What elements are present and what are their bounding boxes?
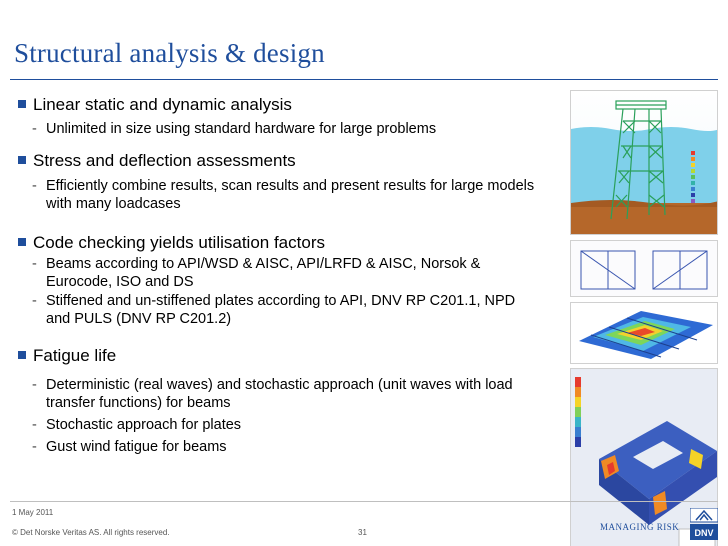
sub-item	[18, 438, 227, 456]
dash-marker: -	[32, 439, 37, 455]
sub-item	[18, 177, 538, 213]
slide-title: Structural analysis & design	[14, 38, 325, 68]
svg-text:DNV: DNV	[694, 528, 714, 538]
square-bullet-icon	[18, 351, 26, 359]
bullet-item	[18, 345, 116, 366]
sub-text: Beams according to API/WSD & AISC, API/LRFD & AISC, Norsok & Eurocode, ISO and DS	[46, 256, 481, 290]
sub-text: Gust wind fatigue for beams	[46, 439, 227, 455]
footer-divider	[10, 501, 718, 502]
sub-item	[18, 292, 538, 328]
footer-date: 1 May 2011	[12, 508, 54, 517]
dash-marker: -	[32, 417, 37, 433]
bullet-text: Fatigue life	[33, 346, 117, 365]
dash-marker: -	[32, 178, 37, 194]
footer-copyright: © Det Norske Veritas AS. All rights reserved.	[12, 528, 170, 537]
sub-text: Unlimited in size using standard hardware for large problems	[46, 121, 437, 137]
square-bullet-icon	[18, 238, 26, 246]
sub-item	[18, 416, 241, 434]
sub-item	[18, 120, 436, 138]
sub-text: Stochastic approach for plates	[46, 417, 242, 433]
sub-item	[18, 255, 538, 291]
sub-text: Efficiently combine results, scan results and present results for large models with many loadcases	[46, 178, 535, 212]
dnv-logo-icon	[690, 508, 718, 540]
bullet-item	[18, 232, 325, 253]
sub-text: Stiffened and un-stiffened plates according to API, DNV RP C201.1, NPD and PULS (DNV RP C201.2)	[46, 293, 516, 327]
bullet-item	[18, 94, 292, 115]
square-bullet-icon	[18, 100, 26, 108]
bullet-text: Linear static and dynamic analysis	[33, 95, 292, 114]
page-number: 31	[358, 528, 367, 537]
stiffened-plate-image	[570, 302, 718, 364]
jacket-model-image	[570, 90, 718, 235]
dash-marker: -	[32, 121, 37, 137]
sub-item	[18, 376, 538, 412]
bullet-text: Code checking yields utilisation factors	[33, 233, 325, 252]
square-bullet-icon	[18, 156, 26, 164]
dash-marker: -	[32, 293, 37, 309]
frame-diagram-image	[570, 240, 718, 297]
sub-text: Deterministic (real waves) and stochastic approach (unit waves with load transfer functions) for beams	[46, 377, 513, 411]
title-divider	[10, 79, 718, 80]
dash-marker: -	[32, 256, 37, 272]
bullet-item	[18, 150, 296, 171]
bullet-text: Stress and deflection assessments	[33, 151, 296, 170]
dash-marker: -	[32, 377, 37, 393]
footer-tagline: MANAGING RISK	[600, 522, 680, 532]
